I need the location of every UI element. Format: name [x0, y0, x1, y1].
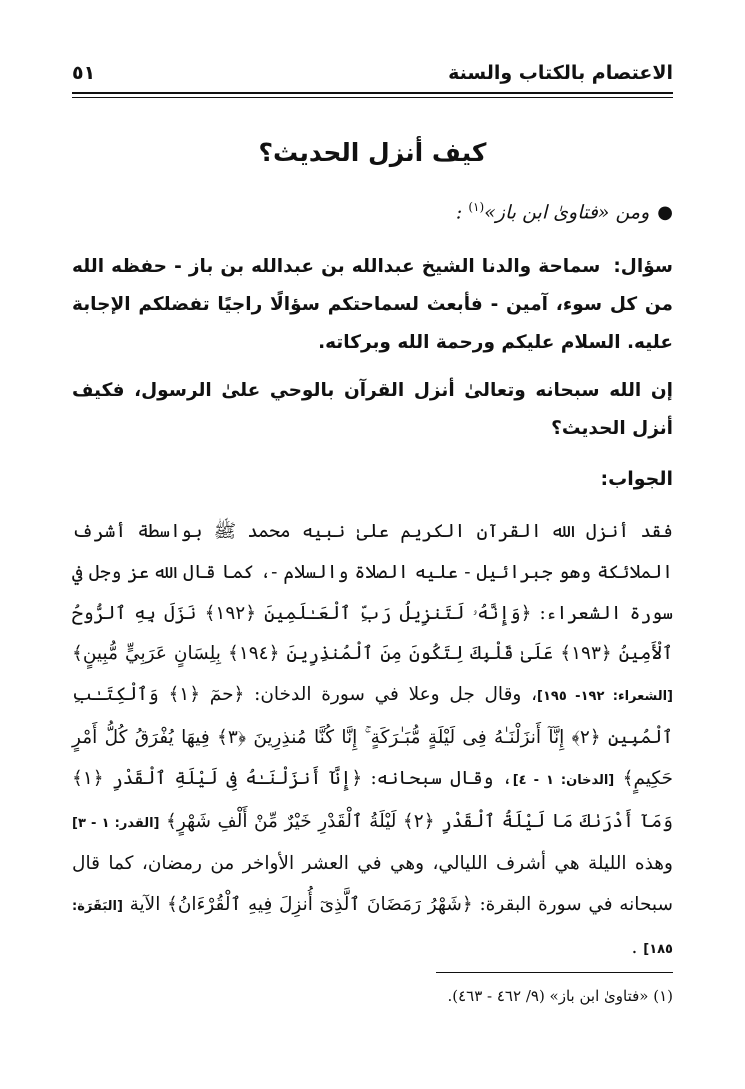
question-text: سماحة والدنا الشيخ عبدالله بن عبدالله بن باز - حفظه الله من كل سوء، آمين - فأبعث لسماحتكم سؤالًا راجيًا تفضلكم الإجابة عليه. السلام عليكم ورحمة الله وبركاته. [72, 256, 673, 353]
reference-shuara: [الشعراء: ١٩٢- ١٩٥] [537, 689, 673, 705]
answer-text-2: ، وقال جل وعلا في سورة الدخان: [244, 684, 538, 706]
book-title: الاعتصام بالكتاب والسنة [448, 62, 673, 84]
question-label: سؤال: [613, 256, 673, 277]
question-paragraph-2 [72, 372, 673, 448]
quran-quote-baqara: ﴿شَهْرُ رَمَضَانَ ٱلَّذِىٓ أُنزِلَ فِيهِ ٱلْقُرْءَانُ﴾ [167, 894, 473, 916]
source-colon: : [455, 201, 463, 224]
footnote: (١) «فتاوىٰ ابن باز» (٩/ ٤٦٢ - ٤٦٣). [447, 987, 673, 1005]
answer-text-3: ، وقال سبحانه: [362, 767, 513, 789]
quran-quote-dukhan: ﴿حمٓ ﴿١﴾ وَٱلْكِتَـٰبِ ٱلْمُبِينِ ﴿٢﴾ إِنَّآ أَنزَلْنَـٰهُ فِى لَيْلَةٍ مُّبَـٰرَكَةٍ ۚ إِنَّا كُنَّا مُنذِرِينَ ﴿٣﴾ فِيهَا يُفْرَقُ كُلُّ أَمْرٍ حَكِيمٍ﴾ [72, 684, 673, 789]
page-number: ٥١ [72, 62, 96, 84]
footnote-rule [436, 972, 673, 973]
source-text: ومن «فتاوىٰ ابن باز» [484, 201, 650, 224]
question-paragraph [72, 248, 673, 362]
reference-baqara: [البَقَرَة: ١٨٥] [72, 899, 673, 957]
answer-text-1: فقد أنزل الله القرآن الكريم علىٰ نبيه محمد ﷺ بواسطة أشرف الملائكة وهو جبرائيل - عليه الصلاة والسلام -، كما قال الله عز وجل في سورة الشعراء: [72, 521, 674, 624]
answer-text-5: الآية [122, 894, 167, 916]
answer-paragraph [72, 512, 673, 971]
question-text-2: إن الله سبحانه وتعالىٰ أنزل القرآن بالوحي علىٰ الرسول، فكيف أنزل الحديث؟ [72, 380, 673, 439]
header-rule-thin [72, 97, 673, 98]
header-rule-thick [72, 92, 673, 94]
reference-dukhan: [الدخان: ١ - ٤] [512, 772, 615, 788]
quran-quote-qadr: ﴿إِنَّآ أَنزَلْنَـٰهُ فِى لَيْلَةِ ٱلْقَدْرِ ﴿١﴾ وَمَآ أَدْرَىٰكَ مَا لَيْلَةُ ٱلْقَدْرِ ﴿٢﴾ لَيْلَةُ ٱلْقَدْرِ خَيْرٌ مِّنْ أَلْفِ شَهْرٍ﴾ [72, 767, 673, 832]
footnote-marker: (١) [468, 200, 485, 214]
answer-label: الجواب: [600, 468, 673, 490]
answer-text-4: وهذه الليلة هي أشرف الليالي، وهي في العشر الأواخر من رمضان، كما قال سبحانه في سورة البقرة: [72, 853, 673, 916]
source-line [72, 200, 673, 223]
bullet-icon: ● [657, 202, 673, 224]
running-header [72, 56, 673, 90]
reference-qadr: [القدر: ١ - ٣] [72, 815, 160, 831]
quran-quote-shuara: ﴿وَإِنَّهُۥ لَتَنزِيلُ رَبِّ ٱلْعَـٰلَمِينَ ﴿١٩٢﴾ نَزَلَ بِهِ ٱلرُّوحُ ٱلْأَمِينُ ﴿١٩٣﴾ عَلَىٰ قَلْبِكَ لِتَكُونَ مِنَ ٱلْمُنذِرِينَ ﴿١٩٤﴾ بِلِسَانٍ عَرَبِيٍّ مُّبِينٍ﴾ [72, 602, 673, 665]
section-title: كيف أنزل الحديث؟ [258, 138, 487, 167]
answer-text-6: . [631, 936, 644, 958]
